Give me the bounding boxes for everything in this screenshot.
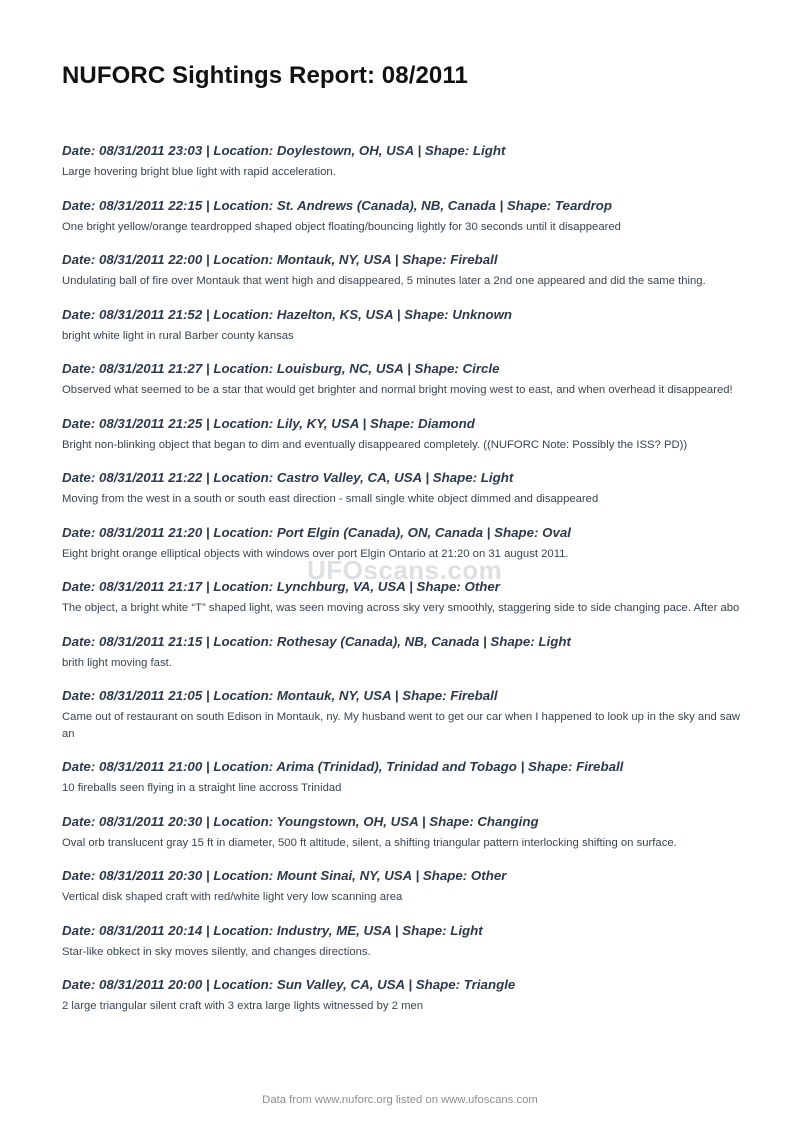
sighting-header: Date: 08/31/2011 20:00 | Location: Sun Valley, CA, USA | Shape: Triangle [62,977,516,992]
sighting-description: The object, a bright white “T” shaped light, was seen moving across sky very smoothly, staggering side to side changing pace. After abo [62,602,740,614]
sighting-description: Came out of restaurant on south Edison in Montauk, ny. My husband went to get our car when I happened to look up in the sky and saw an [62,711,741,740]
sighting-entry [62,688,752,742]
sighting-header: Date: 08/31/2011 20:30 | Location: Mount Sinai, NY, USA | Shape: Other [62,868,507,883]
sighting-entry [62,416,752,454]
sighting-entry [62,470,752,508]
sightings-list [62,143,752,1032]
sighting-entry [62,634,752,672]
sighting-entry [62,579,752,617]
sighting-description: Oval orb translucent gray 15 ft in diameter, 500 ft altitude, silent, a shifting triangular pattern interlocking shifting on surface. [62,836,677,849]
sighting-entry [62,307,752,345]
sighting-header: Date: 08/31/2011 22:00 | Location: Montauk, NY, USA | Shape: Fireball [62,252,498,267]
sighting-header: Date: 08/31/2011 21:17 | Location: Lynchburg, VA, USA | Shape: Other [62,579,500,594]
sighting-header: Date: 08/31/2011 21:00 | Location: Arima (Trinidad), Trinidad and Tobago | Shape: Fireball [62,759,624,774]
sighting-description: Undulating ball of fire over Montauk that went high and disappeared, 5 minutes later a 2nd one appeared and did the same thing. [62,275,706,287]
sighting-description: Observed what seemed to be a star that would get brighter and normal bright moving west to east, and when overhead it disappeared! [62,384,733,396]
sighting-header: Date: 08/31/2011 21:05 | Location: Montauk, NY, USA | Shape: Fireball [62,688,498,703]
sighting-header: Date: 08/31/2011 20:14 | Location: Industry, ME, USA | Shape: Light [62,922,483,938]
sighting-header: Date: 08/31/2011 22:15 | Location: St. Andrews (Canada), NB, Canada | Shape: Teardrop [62,197,613,213]
sighting-header: Date: 08/31/2011 21:52 | Location: Hazelton, KS, USA | Shape: Unknown [62,306,513,322]
sighting-description: 2 large triangular silent craft with 3 extra large lights witnessed by 2 men [62,1000,424,1012]
sighting-entry [62,759,752,797]
footer-credit: Data from www.nuforc.org listed on www.ufoscans.com [262,1094,538,1106]
sighting-description: One bright yellow/orange teardropped shaped object floating/bouncing lightly for 30 seconds until it disappeared [62,220,621,233]
sighting-entry [62,923,752,961]
sighting-entry [62,252,752,290]
sighting-description: Moving from the west in a south or south east direction - small single white object dimmed and disappeared [62,493,599,505]
sighting-entry [62,143,752,181]
watermark: UFOscans.com [307,555,503,585]
sighting-description: bright white light in rural Barber county kansas [62,329,294,342]
sighting-entry [62,361,752,399]
sighting-description: 10 fireballs seen flying in a straight line accross Trinidad [62,782,342,794]
sighting-header: Date: 08/31/2011 21:25 | Location: Lily, KY, USA | Shape: Diamond [62,415,475,431]
sighting-header: Date: 08/31/2011 21:27 | Location: Louisburg, NC, USA | Shape: Circle [62,361,500,376]
sighting-header: Date: 08/31/2011 21:20 | Location: Port Elgin (Canada), ON, Canada | Shape: Oval [62,524,571,540]
sighting-description: Star-like obkect in sky moves silently, and changes directions. [62,945,371,958]
page-title: NUFORC Sightings Report: 08/2011 [62,62,468,89]
sighting-entry [62,977,752,1015]
sighting-description: Eight bright orange elliptical objects with windows over port Elgin Ontario at 21:20 on 31 august 2011. [62,547,569,560]
sighting-header: Date: 08/31/2011 23:03 | Location: Doylestown, OH, USA | Shape: Light [62,143,506,158]
sighting-header: Date: 08/31/2011 20:30 | Location: Youngstown, OH, USA | Shape: Changing [62,813,539,829]
sighting-entry [62,525,752,563]
sighting-entry [62,868,752,906]
sighting-entry [62,814,752,852]
sighting-header: Date: 08/31/2011 21:22 | Location: Castro Valley, CA, USA | Shape: Light [62,470,514,485]
sighting-header: Date: 08/31/2011 21:15 | Location: Rothesay (Canada), NB, Canada | Shape: Light [62,633,571,649]
sighting-description: Large hovering bright blue light with rapid acceleration. [62,166,336,178]
sighting-description: brith light moving fast. [62,656,172,669]
sighting-description: Bright non-blinking object that began to dim and eventually disappeared completely. ((NUFORC Note: Possibly the ISS? PD)) [62,438,688,451]
sighting-description: Vertical disk shaped craft with red/white light very low scanning area [62,891,403,903]
sighting-entry [62,198,752,236]
